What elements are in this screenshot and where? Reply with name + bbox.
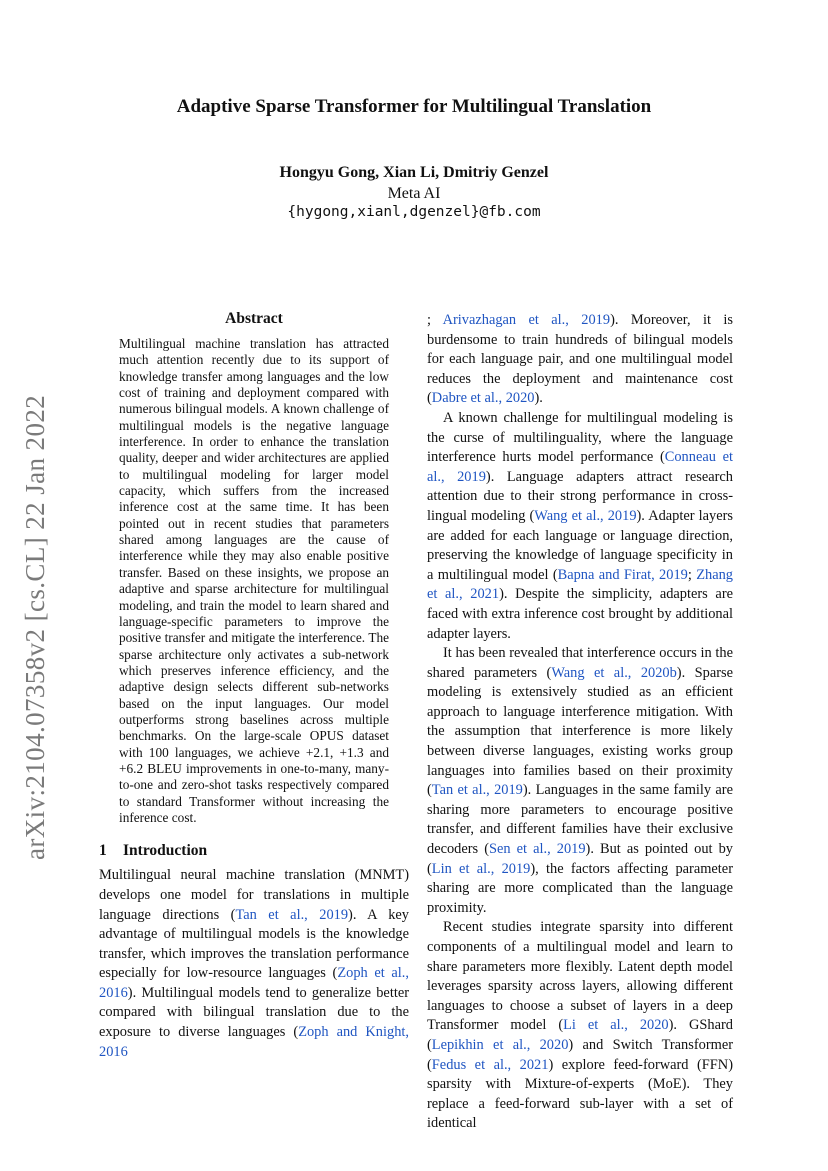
text-run: ; <box>427 312 443 328</box>
intro-paragraph-3 <box>427 644 733 918</box>
text-run: ). A key advantage of multilingual models is the knowledge transfer, which improves the translation performance especially for low-resource languages ( <box>99 906 409 982</box>
citation-link[interactable]: Sen et al., 2019 <box>489 841 586 858</box>
text-run: ). GShard ( <box>427 1017 733 1053</box>
text-run: ). Language adapters attract research attention due to their strong performance in cross-lingual modeling ( <box>427 468 733 524</box>
citation-link[interactable]: Zhang et al., 2021 <box>427 566 733 603</box>
text-run: A known challenge for multilingual modeling is the curse of multilinguality, where the language interference hurts model performance ( <box>427 409 733 466</box>
text-run: ). Multilingual models tend to generalize better compared with bilingual translation due to the exposure to diverse languages ( <box>99 984 409 1041</box>
arxiv-identifier[interactable]: arXiv:2104.07358v2 [cs.CL] 22 Jan 2022 <box>20 394 50 860</box>
intro-paragraph-1-end <box>427 311 733 409</box>
citation-link[interactable]: Lepikhin et al., 2020 <box>431 1036 569 1053</box>
paragraph <box>99 866 409 1062</box>
text-run: ). Moreover, it is burdensome to train hundreds of bilingual models for each language pair, and one multilingual model reduces the deployment and maintenance cost ( <box>427 312 733 407</box>
citation-link[interactable]: Zoph et al., 2016 <box>99 965 409 1001</box>
citation-link[interactable]: Lin et al., 2019 <box>431 860 531 877</box>
text-run: Multilingual neural machine translation (MNMT) develops one model for translations in multiple language directions ( <box>99 867 409 923</box>
author-list: Hongyu Gong, Xian Li, Dmitriy Genzel <box>279 164 549 181</box>
citation-link[interactable]: Dabre et al., 2020 <box>431 390 535 407</box>
affiliation: Meta AI <box>387 185 441 202</box>
citation-link[interactable]: Arivazhagan et al., 2019 <box>442 312 611 328</box>
text-run: ), the factors affecting parameter sharing are more complicated than the language proximity. <box>427 860 733 916</box>
citation-link[interactable]: Zoph and Knight, 2016 <box>99 1024 409 1060</box>
citation-link[interactable]: Wang et al., 2020b <box>551 664 677 681</box>
text-run: ; <box>687 566 697 583</box>
text-run: ). <box>534 390 543 407</box>
section-number: 1 <box>99 842 107 860</box>
intro-paragraph-4 <box>427 918 733 1134</box>
text-run: ) explore feed-forward (FFN) sparsity with Mixture-of-experts (MoE). They replace a feed-forward sub-layer with a set of identical <box>427 1056 733 1132</box>
citation-link[interactable]: Tan et al., 2019 <box>431 782 523 799</box>
text-run: Recent studies integrate sparsity into different components of a multilingual model and learn to share parameters more flexibly. Latent depth model leverages sparsity across layers, allowing different languages to choose a subset of layers in a deep Transformer model ( <box>427 919 733 1034</box>
left-column <box>99 310 409 1062</box>
text-run: ). Despite the simplicity, adapters are faced with extra inference cost brought by additional adapter layers. <box>427 586 733 642</box>
citation-link[interactable]: Tan et al., 2019 <box>235 906 349 923</box>
paper-title: Adaptive Sparse Transformer for Multilingual Translation <box>176 96 652 117</box>
section-heading-introduction <box>99 842 409 860</box>
text-run: ). But as pointed out by ( <box>427 841 733 877</box>
intro-paragraph-1-start <box>99 866 409 1062</box>
abstract-text: Multilingual machine translation has attracted much attention recently due to its support of knowledge transfer among languages and the low cost of training and deployment compared with numerous bilingual models. A known challenge of multilingual models is the negative language interference. In order to enhance the translation quality, deeper and wider architectures are applied to multilingual modeling for larger model capacity, which suffers from the increased inference cost at the same time. It has been pointed out in recent studies that parameters shared among languages are the cause of interference while they may also enable positive transfer. Based on these insights, we propose an adaptive and sparse architecture for multilingual modeling, and train the model to learn shared and language-specific parameters to improve the positive transfer and mitigate the interference. The sparse architecture only activates a sub-network which preserves inference efficiency, and the adaptive design selects different sub-networks based on the input languages. Our model outperforms strong baselines across multiple benchmarks. On the large-scale OPUS dataset with 100 languages, we achieve +2.1, +1.3 and +6.2 BLEU improvements in one-to-many, many-to-one and zero-shot tasks respectively compared to standard Transformer without increasing the inference cost. <box>119 336 389 825</box>
citation-link[interactable]: Conneau et al., 2019 <box>427 449 734 485</box>
section-title: Introduction <box>123 842 208 860</box>
citation-link[interactable]: Li et al., 2020 <box>563 1017 669 1034</box>
text-run: ) and Switch Transformer ( <box>427 1036 733 1073</box>
text-run: It has been revealed that interference occurs in the shared parameters ( <box>427 645 733 681</box>
text-run: ). Languages in the same family are sharing more parameters to encourage positive transfer, and different families have their exclusive decoders ( <box>427 782 733 858</box>
citation-link[interactable]: Bapna and Firat, 2019 <box>557 566 688 583</box>
intro-paragraph-2 <box>427 409 733 644</box>
text-run: ). Sparse modeling is extensively studied as an efficient approach to language interference mitigation. With the assumption that interference is more likely between diverse languages, existing works group languages into families based on their proximity ( <box>427 664 733 799</box>
citation-link[interactable]: Fedus et al., 2021 <box>431 1056 549 1073</box>
abstract-heading: Abstract <box>225 310 283 327</box>
right-column <box>427 311 733 1134</box>
author-email[interactable]: {hygong,xianl,dgenzel}@fb.com <box>287 204 541 220</box>
citation-link[interactable]: Wang et al., 2019 <box>534 507 637 524</box>
text-run: ). Adapter layers are added for each language or language direction, preserving the knowledge of language specificity in a multilingual model ( <box>427 507 733 583</box>
